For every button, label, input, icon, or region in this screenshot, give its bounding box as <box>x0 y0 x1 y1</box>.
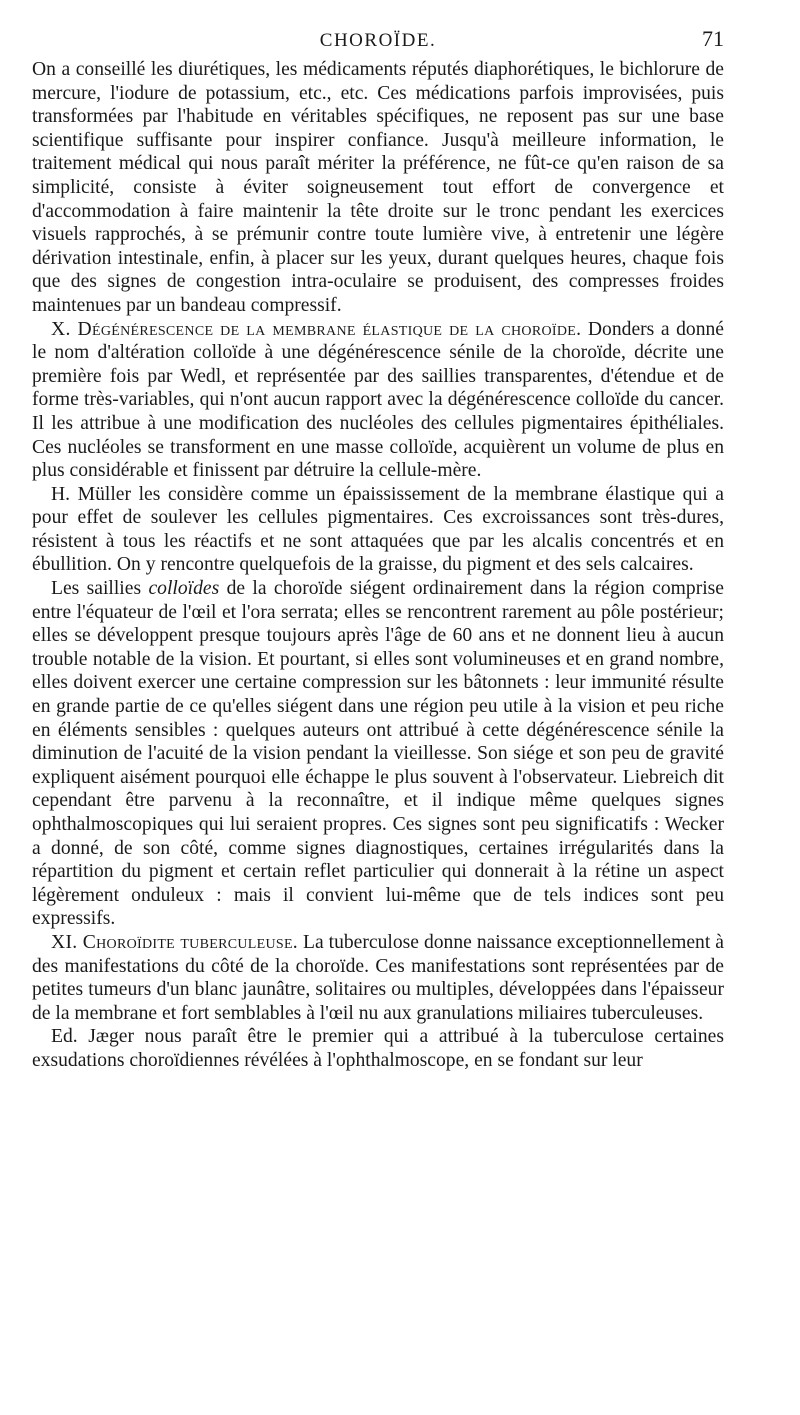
section-heading-xi: XI. Choroïdite tuberculeuse. <box>51 931 299 953</box>
paragraph-saillies <box>32 577 724 931</box>
paragraph-text: Donders a donné le nom d'altération colloïde à une dégénérescence sénile de la choroïde, décrite une première fois par Wedl, et représentée par des saillies transparentes, d'étendue et de forme très-variables, qui n'ont aucun rapport avec la dégénérescence colloïde du cancer. Il les attribue à une modification des nucléoles des cellules pigmentaires épithéliales. Ces nucléoles se transforment en une masse colloïde, acquièrent un volume de plus en plus considérable et finissent par détruire la cellule-mère. <box>32 318 725 482</box>
italic-term: colloïdes <box>148 578 220 600</box>
paragraph-muller <box>32 483 724 577</box>
paragraph-text: Ed. Jæger nous paraît être le premier qui a attribué à la tuberculose certaines exsudations choroïdiennes révélées à l'ophthalmoscope, en se fondant sur leur <box>32 1026 724 1071</box>
section-heading-x: X. Dégénérescence de la membrane élastique de la choroïde. <box>51 318 582 340</box>
running-header <box>32 22 724 52</box>
running-title: CHOROÏDE. <box>319 30 437 51</box>
paragraph-treatment <box>32 58 724 318</box>
paragraph-text-rest: de la choroïde siégent ordinairement dans la région comprise entre l'équateur de l'œil et l'ora serrata; elles se rencontrent rarement au pôle postérieur; elles se développent presque toujours après l'âge de 60 ans et ne donnent lieu à aucun trouble notable de la vision. Et pourtant, si elles sont volumineuses et en grand nombre, elles doivent exercer une certaine compression sur les bâtonnets : leur immunité résulte en grande partie de ce qu'elles siégent dans une région peu utile à la vision et peu riche en éléments sensibles : quelques auteurs ont attribué à cette dégénérescence sénile la diminution de l'acuité de la vision pendant la vieillesse. Son siége et son peu de gravité expliquent aisément pourquoi elle échappe le plus souvent à l'observateur. Liebreich dit cependant être parvenu à la reconnaître, et il indique même quelques signes ophthalmoscopiques qui lui seraient propres. Ces signes sont peu significatifs : Wecker a donné, de son côté, comme signes diagnostiques, certaines irrégularités dans la répartition du pigment et certain reflet particulier qui donnerait à la rétine un aspect légèrement onduleux : mais il convient lui-même que de tels indices sont peu expressifs. <box>32 578 724 930</box>
book-page <box>32 22 724 1073</box>
page-number: 71 <box>702 26 724 51</box>
paragraph-jaeger <box>32 1025 724 1072</box>
paragraph-section-x <box>32 318 724 483</box>
paragraph-text: On a conseillé les diurétiques, les médicaments réputés diaphorétiques, le bichlorure de mercure, l'iodure de potassium, etc., etc. Ces médications parfois improvisées, puis transformées par l'habitude en véritables spécifiques, ne reposent pas sur une base scientifique suffisante pour inspirer confiance. Jusqu'à meilleure information, le traitement médical qui nous paraît mériter la préférence, ne fût-ce qu'en raison de sa simplicité, consiste à éviter soigneusement tout effort de convergence et d'accommodation à faire maintenir la tête droite sur le tronc pendant les exercices visuels rapprochés, à se prémunir contre toute lumière vive, à entretenir une légère dérivation intestinale, enfin, à placer sur les yeux, durant quelques heures, chaque fois que des signes de congestion intra-oculaire se produisent, des compresses froides maintenues par un bandeau compressif. <box>32 59 724 316</box>
paragraph-text-start: Les saillies <box>51 578 149 600</box>
paragraph-text: La tuberculose donne naissance exceptionnellement à des manifestations du côté de la choroïde. Ces manifestations sont représentées par de petites tumeurs d'un blanc jaunâtre, solitaires ou multiples, développées dans l'épaisseur de la membrane et fort semblables à l'œil nu aux granulations miliaires tuberculeuses. <box>32 931 724 1024</box>
paragraph-text: H. Müller les considère comme un épaississement de la membrane élastique qui a pour effet de soulever les cellules pigmentaires. Ces excroissances sont très-dures, résistent à tous les réactifs et ne sont attaquées que par les alcalis concentrés et en ébullition. On y rencontre quelquefois de la graisse, du pigment et des sels calcaires. <box>32 483 724 576</box>
paragraph-section-xi <box>32 931 724 1025</box>
